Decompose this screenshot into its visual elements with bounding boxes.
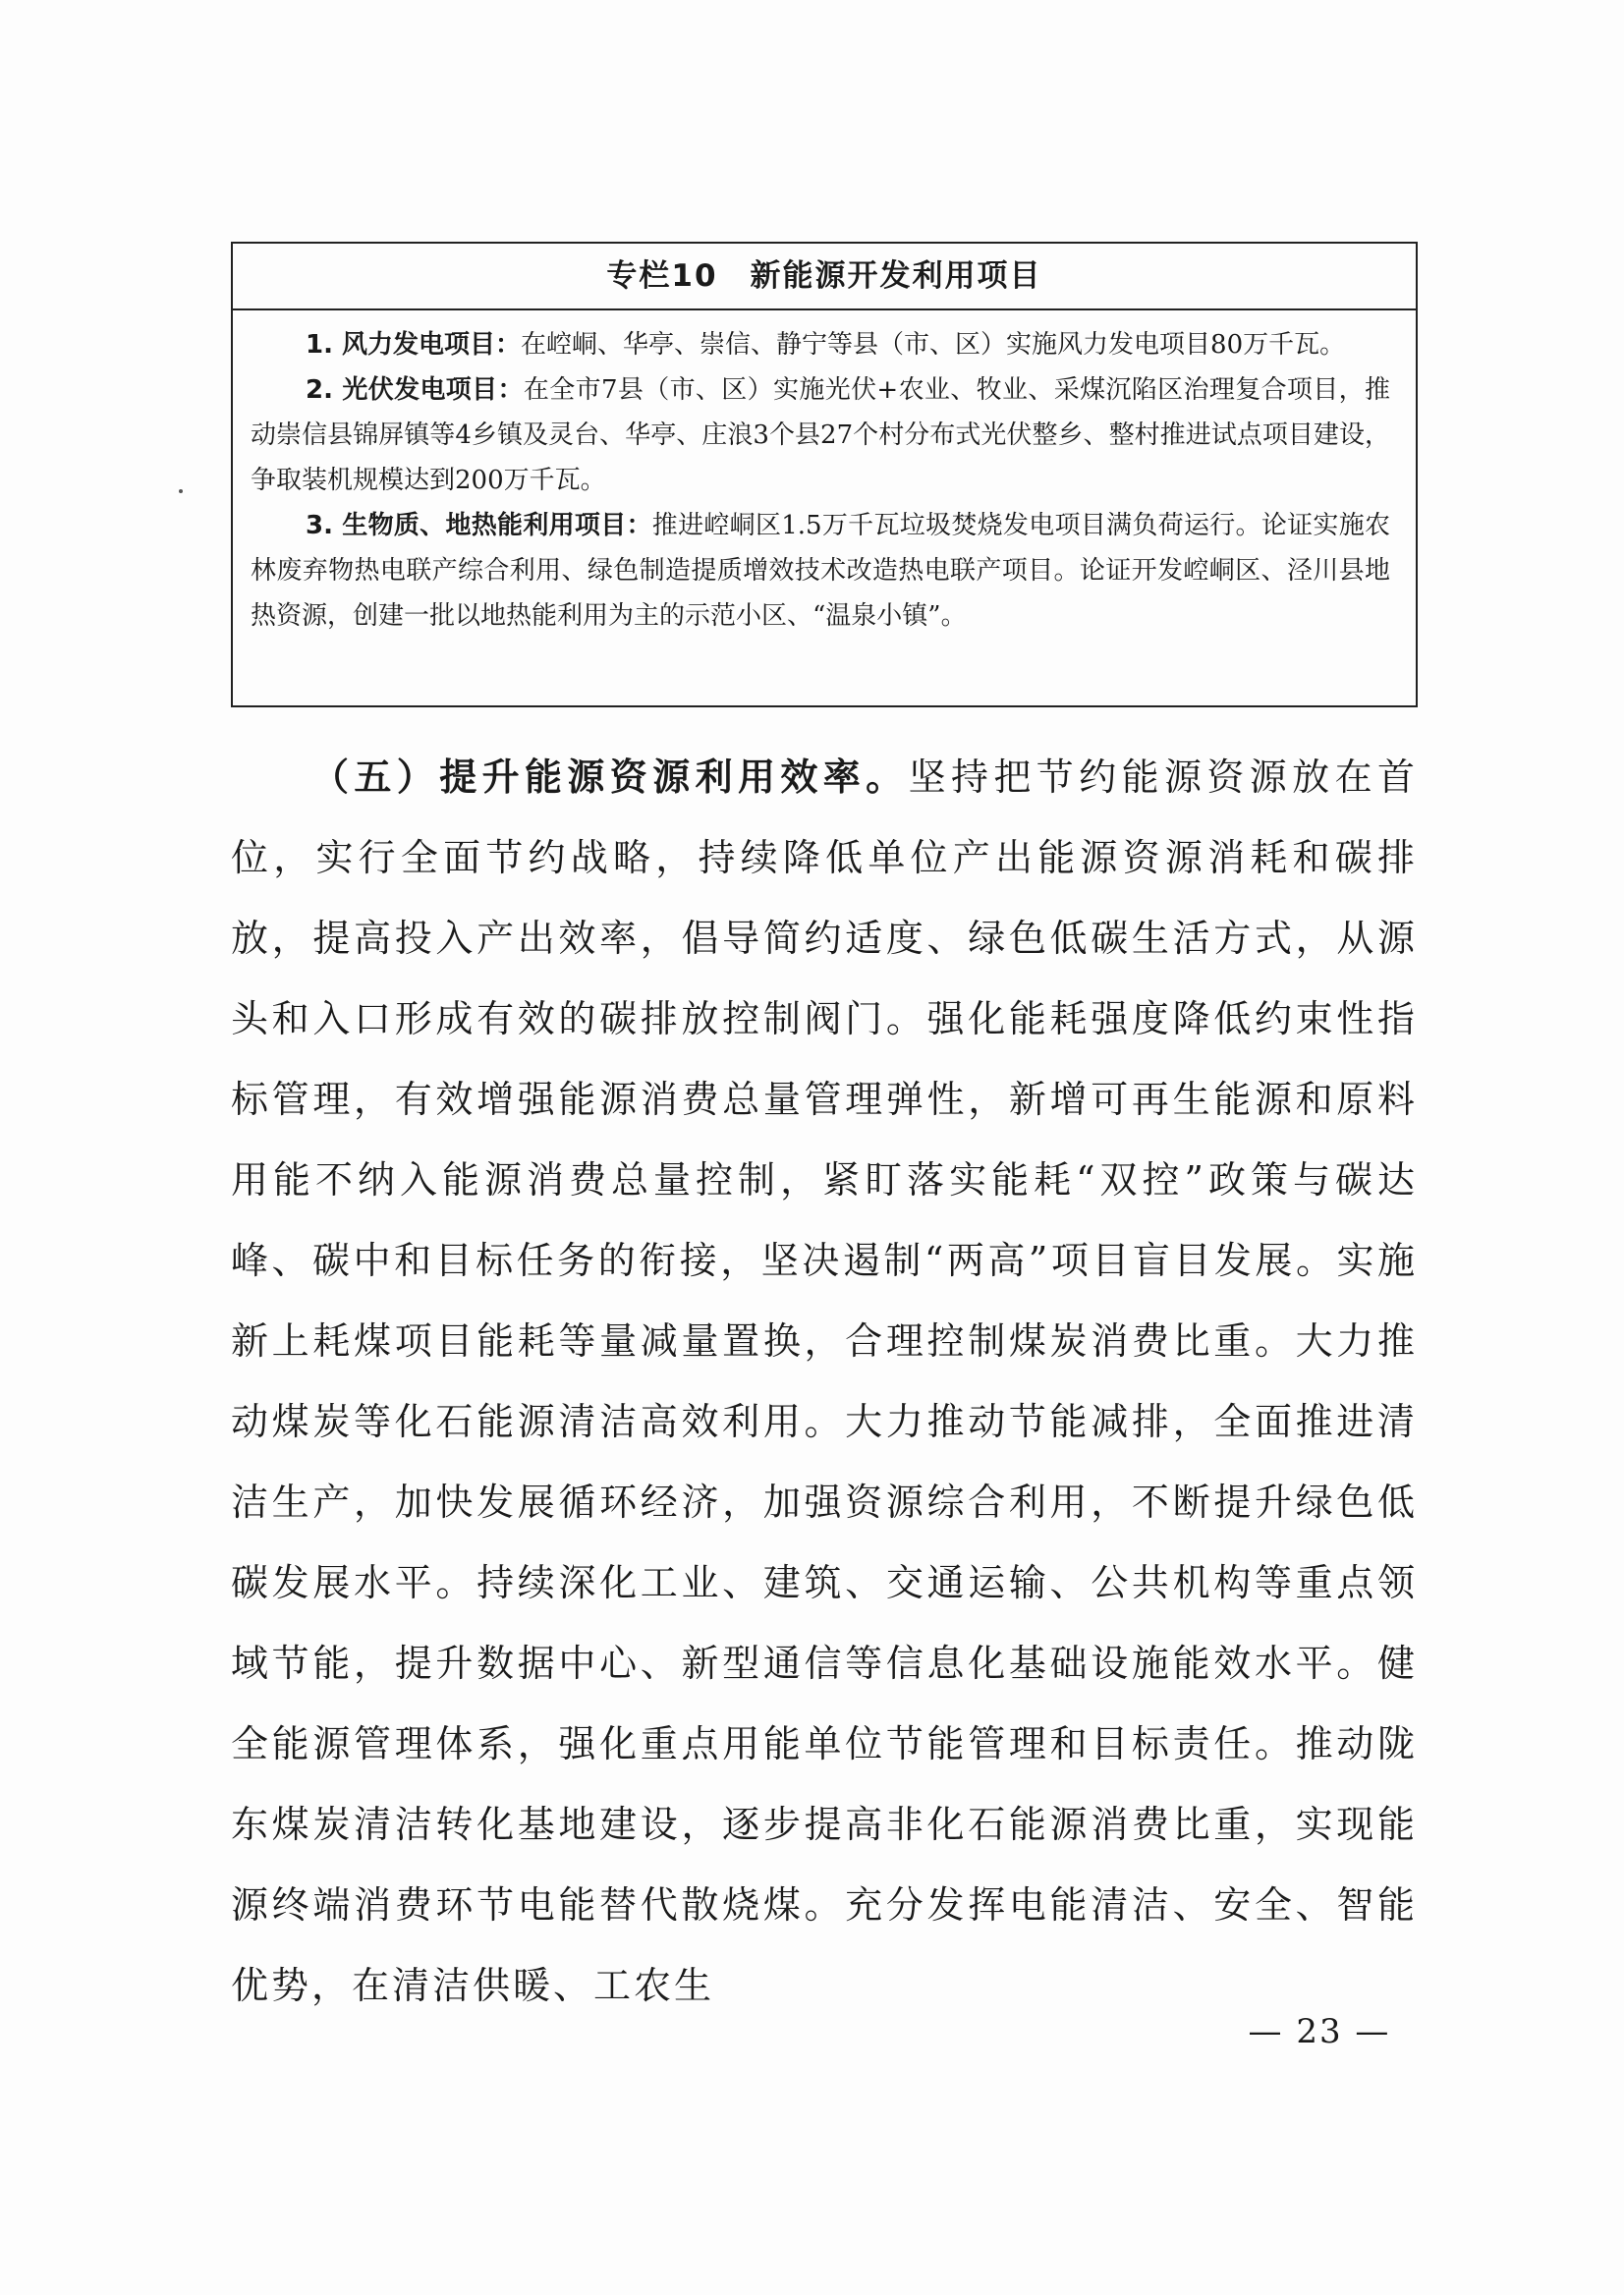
scan-speck: [179, 489, 183, 493]
column-item-head: 2. 光伏发电项目：: [306, 375, 524, 405]
paragraph-text: 坚持把节约能源资源放在首位，实行全面节约战略，持续降低单位产出能源资源消耗和碳排放，提高投入产出效率，倡导简约适度、绿色低碳生活方式，从源头和入口形成有效的碳排放控制阀门。强化能耗强度降低约束性指标管理，有效增强能源消费总量管理弹性，新增可再生能源和原料用能不纳入能源消费总量控制，紧盯落实能耗“双控”政策与碳达峰、碳中和目标任务的衔接，坚决遏制“两高”项目盲目发展。实施新上耗煤项目能耗等量减量置换，合理控制煤炭消费比重。大力推动煤炭等化石能源清洁高效利用。大力推动节能减排，全面推进清洁生产，加快发展循环经济，加强资源综合利用，不断提升绿色低碳发展水平。持续深化工业、建筑、交通运输、公共机构等重点领域节能，提升数据中心、新型通信等信息化基础设施能效水平。健全能源管理体系，强化重点用能单位节能管理和目标责任。推动陇东煤炭清洁转化基地建设，逐步提高非化石能源消费比重，实现能源终端消费环节电能替代散烧煤。充分发挥电能清洁、安全、智能优势，在清洁供暖、工农生: [231, 756, 1418, 2007]
column-item-wind: [251, 322, 1390, 367]
column-item-solar: [251, 367, 1390, 503]
column-item-head: 3. 生物质、地热能利用项目：: [306, 511, 652, 540]
column-box: [231, 242, 1418, 707]
column-item-head: 1. 风力发电项目：: [306, 330, 522, 360]
column-item-text: 在崆峒、华亭、崇信、静宁等县（市、区）实施风力发电项目80万千瓦。: [521, 330, 1346, 360]
body-paragraph: [231, 737, 1418, 2026]
column-title: 专栏10 新能源开发利用项目: [233, 244, 1416, 310]
column-item-biomass-geothermal: [251, 503, 1390, 639]
column-item-text: 在全市7县（市、区）实施光伏+农业、牧业、采煤沉陷区治理复合项目，推动崇信县锦屏镇等4乡镇及灵台、华亭、庄浪3个县27个村分布式光伏整乡、整村推进试点项目建设，争取装机规模达到200万千瓦。: [251, 375, 1391, 495]
page-number: — 23 —: [1248, 2012, 1391, 2051]
column-body: [251, 322, 1390, 639]
section-heading: （五）提升能源资源利用效率。: [311, 756, 909, 799]
column-item-text: 推进崆峒区1.5万千瓦垃圾焚烧发电项目满负荷运行。论证实施农林废弃物热电联产综合利用、绿色制造提质增效技术改造热电联产项目。论证开发崆峒区、泾川县地热资源，创建一批以地热能利用为主的示范小区、“温泉小镇”。: [251, 511, 1390, 631]
